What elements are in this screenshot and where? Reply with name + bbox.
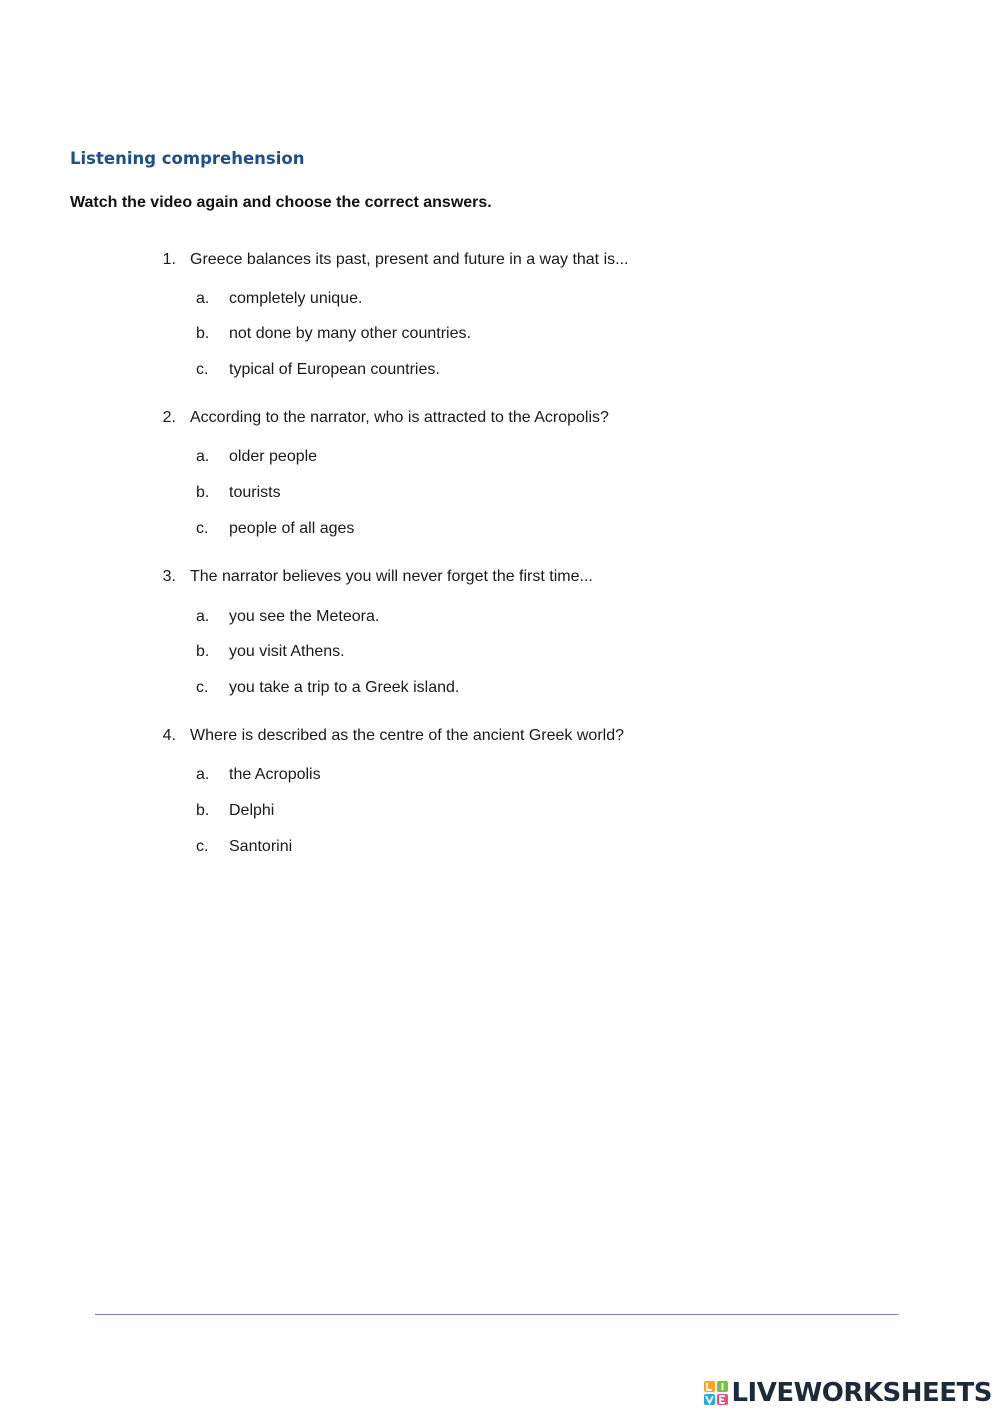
option-text: Delphi — [229, 802, 275, 819]
question-number: 4. — [162, 727, 176, 744]
question-number: 3. — [162, 568, 176, 585]
instructions-text: Watch the video again and choose the correct answers. — [70, 194, 492, 211]
option-letter: b. — [196, 325, 210, 342]
option-letter: b. — [196, 802, 210, 819]
question-text: Where is described as the centre of the ancient Greek world? — [190, 727, 624, 744]
option-letter: a. — [196, 766, 210, 783]
option-text: not done by many other countries. — [229, 325, 471, 342]
option-letter: c. — [196, 361, 209, 378]
question-text: The narrator believes you will never forget the first time... — [190, 568, 593, 585]
option-letter: c. — [196, 520, 209, 537]
option-text: older people — [229, 448, 318, 465]
option-letter: a. — [196, 290, 210, 307]
option-text: you visit Athens. — [229, 643, 345, 660]
option-text: typical of European countries. — [229, 361, 440, 378]
option-text: people of all ages — [229, 520, 355, 537]
footer-divider — [95, 1314, 899, 1315]
section-title: Listening comprehension — [70, 149, 305, 168]
option-text: the Acropolis — [229, 766, 321, 783]
option-text: you take a trip to a Greek island. — [229, 679, 460, 696]
option-text: completely unique. — [229, 290, 363, 307]
option-letter: b. — [196, 484, 210, 501]
question-number: 1. — [162, 251, 176, 268]
option-text: Santorini — [229, 838, 293, 855]
question-number: 2. — [162, 409, 176, 426]
brand-watermark — [703, 1378, 992, 1408]
liveworksheets-logo-icon — [703, 1380, 729, 1406]
option-letter: a. — [196, 608, 210, 625]
brand-text: LIVEWORKSHEETS — [731, 1378, 992, 1408]
option-letter: c. — [196, 679, 209, 696]
question-text: According to the narrator, who is attracted to the Acropolis? — [190, 409, 609, 426]
question-text: Greece balances its past, present and future in a way that is... — [190, 251, 629, 268]
option-letter: c. — [196, 838, 209, 855]
option-letter: a. — [196, 448, 210, 465]
option-text: tourists — [229, 484, 281, 501]
option-letter: b. — [196, 643, 210, 660]
option-text: you see the Meteora. — [229, 608, 380, 625]
